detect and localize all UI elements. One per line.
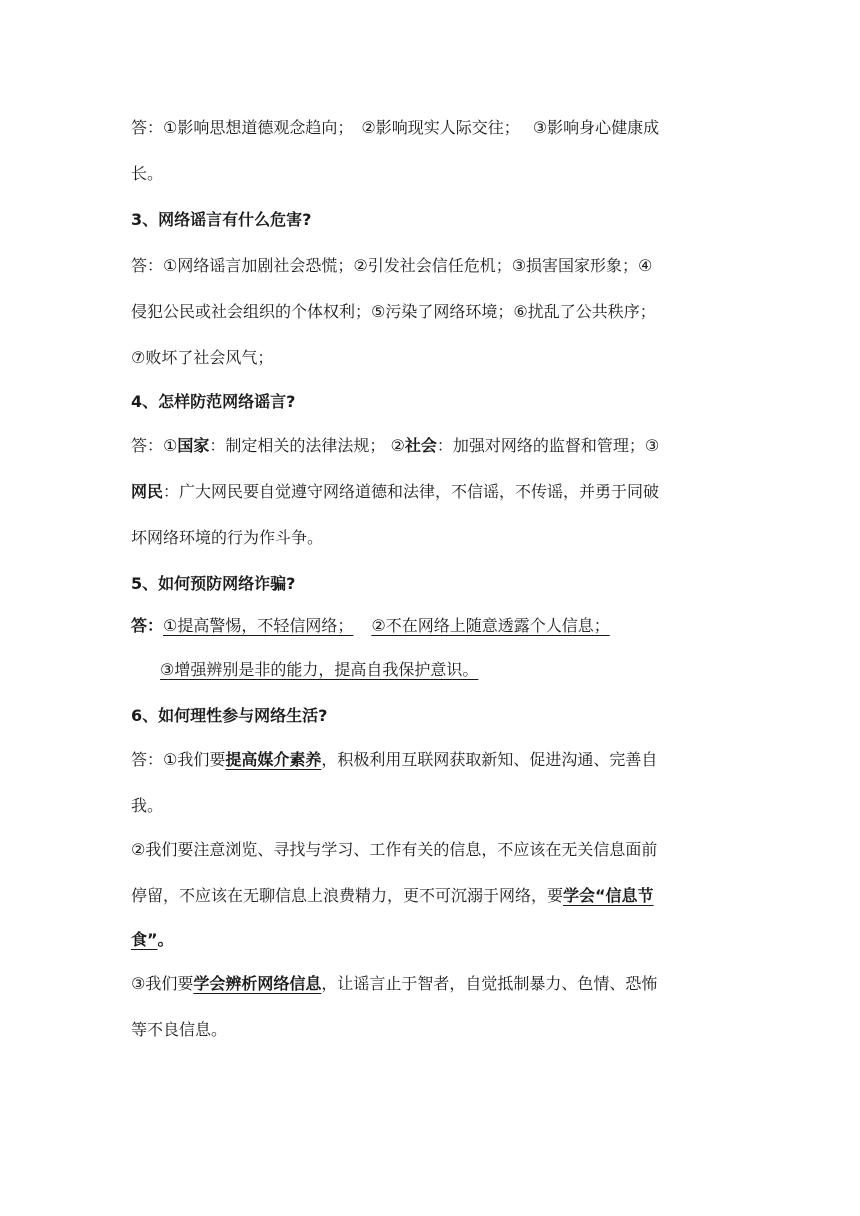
- answer-text: ：广大网民要自觉遵守网络道德和法律，不信谣，不传谣，并勇于同破: [163, 482, 660, 501]
- answer-4-line-2: [131, 480, 659, 504]
- answer-text: ：加强对网络的监督和管理；③: [436, 436, 660, 455]
- question-3-heading: 3、网络谣言有什么危害?: [131, 210, 312, 229]
- question-5-heading: 5、如何预防网络诈骗?: [131, 574, 296, 593]
- answer-prefix: 答：: [131, 616, 164, 635]
- answer-line-1: 答：①影响思想道德观念趋向； ②影响现实人际交往； ③影响身心健康成: [131, 118, 660, 137]
- keyword-media-literacy: 提高媒介素养: [225, 750, 322, 769]
- answer-5-line-2: ③增强辨别是非的能力，提高自我保护意识。: [160, 660, 479, 679]
- keyword-discern-info: 学会辨析网络信息: [193, 974, 322, 993]
- answer-3-line-2: 侵犯公民或社会组织的个体权利；⑤污染了网络环境；⑥扰乱了公共秩序；: [131, 302, 656, 321]
- answer-5-line-1: [131, 614, 610, 638]
- answer-text: 。: [157, 930, 174, 949]
- answer-3-line-3: ⑦败坏了社会风气；: [131, 348, 274, 367]
- answer-6-line-5: [131, 928, 174, 952]
- answer-line-2: 长。: [131, 164, 164, 183]
- answer-text: ：制定相关的法律法规； ②: [209, 436, 405, 455]
- underlined-point-2: ②不在网络上随意透露个人信息；: [371, 616, 610, 635]
- answer-6-line-3: ②我们要注意浏览、寻找与学习、工作有关的信息，不应该在无关信息面前: [131, 840, 658, 859]
- answer-prefix: 答：①我们要: [131, 750, 226, 769]
- answer-text: ，让谣言止于智者，自觉抵制暴力、色情、恐怖: [321, 974, 658, 993]
- answer-text: ③我们要: [131, 974, 194, 993]
- answer-6-line-6: [131, 972, 657, 996]
- answer-6-line-4: [131, 884, 654, 908]
- keyword-info-diet-end: 食”: [131, 930, 158, 949]
- keyword-country: 国家: [177, 436, 210, 455]
- underlined-point-1: ①提高警惕，不轻信网络；: [163, 616, 354, 635]
- question-4-heading: 4、怎样防范网络谣言?: [131, 392, 296, 411]
- answer-6-line-1: [131, 748, 657, 772]
- answer-text: ，积极利用互联网获取新知、促进沟通、完善自: [321, 750, 658, 769]
- answer-prefix: 答：①: [131, 436, 178, 455]
- keyword-society: 社会: [404, 436, 437, 455]
- answer-3-line-1: 答：①网络谣言加剧社会恐慌；②引发社会信任危机；③损害国家形象；④: [131, 256, 653, 275]
- keyword-netizens: 网民: [131, 482, 164, 501]
- answer-6-line-2: 我。: [131, 796, 164, 815]
- answer-4-line-3: 坏网络环境的行为作斗争。: [131, 528, 324, 547]
- keyword-info-diet: 学会“信息节: [563, 886, 654, 905]
- question-6-heading: 6、如何理性参与网络生活?: [131, 706, 328, 725]
- answer-4-line-1: [131, 434, 659, 458]
- answer-text: 停留，不应该在无聊信息上浪费精力，更不可沉溺于网络，要: [131, 886, 564, 905]
- answer-6-line-7: 等不良信息。: [131, 1020, 228, 1039]
